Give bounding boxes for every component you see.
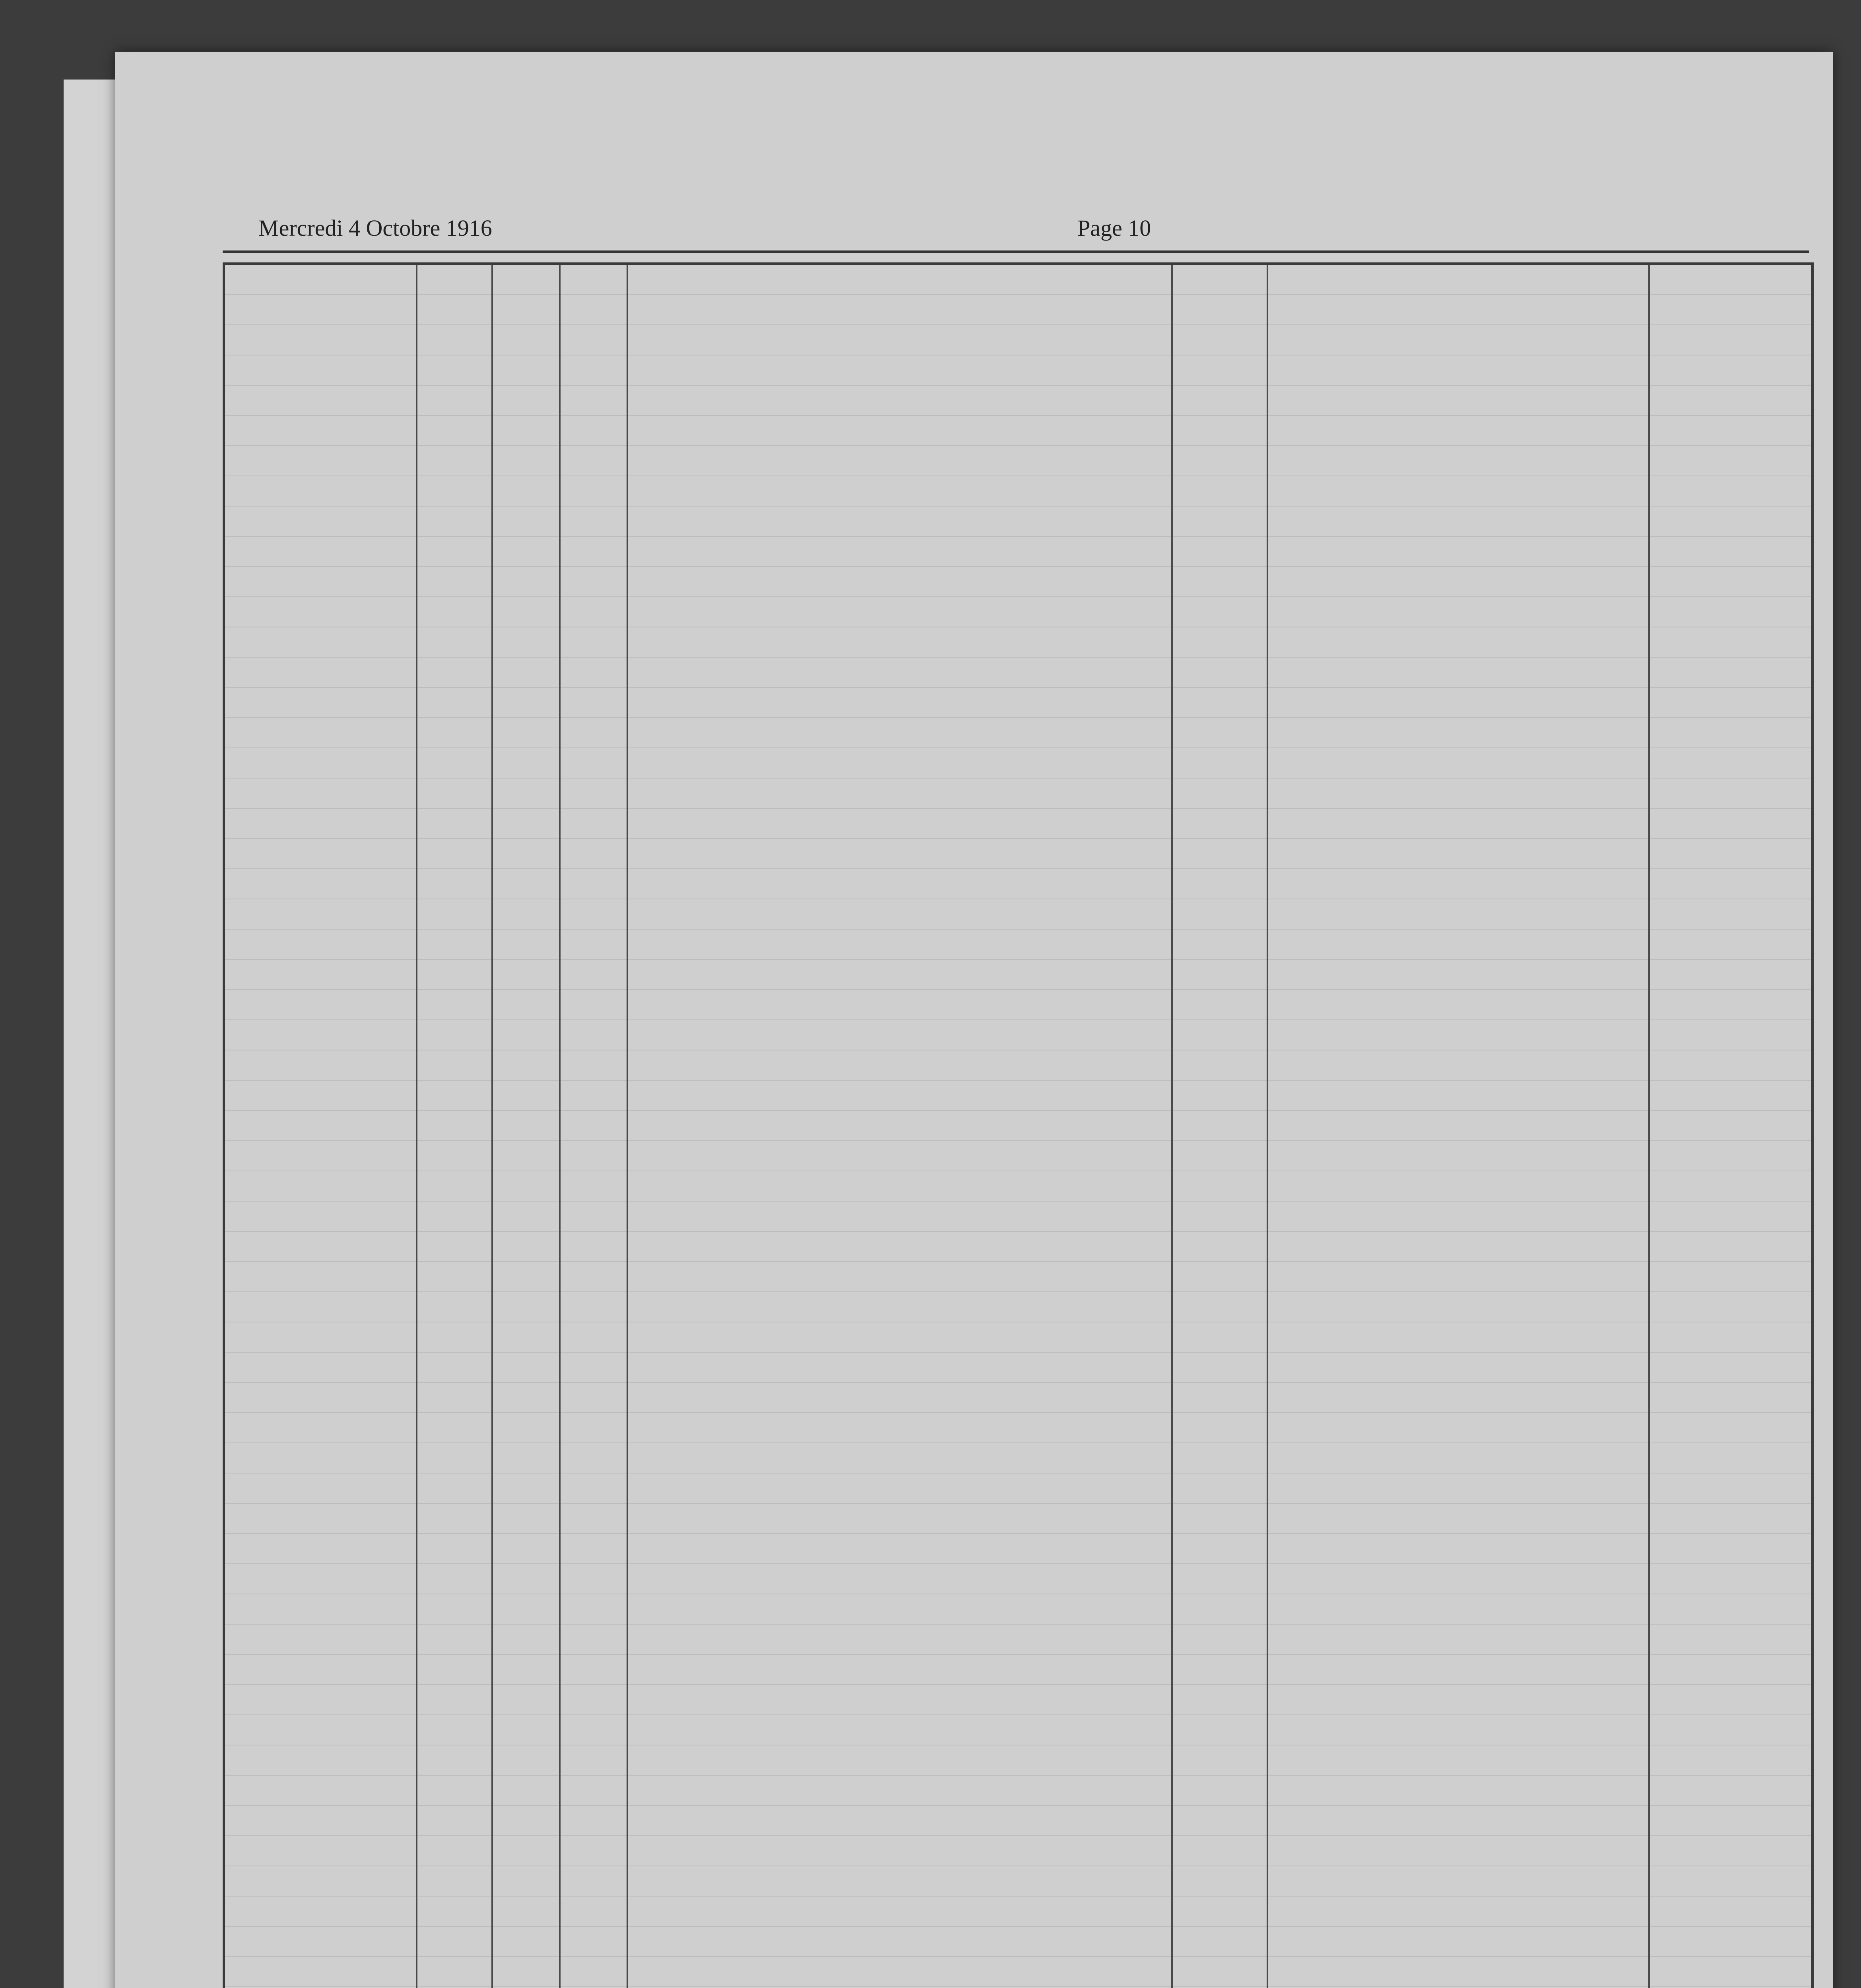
page bbox=[115, 52, 1833, 1988]
column-divider bbox=[1648, 265, 1650, 1988]
book-spine bbox=[64, 80, 122, 1988]
column-divider bbox=[1171, 265, 1173, 1988]
column-divider bbox=[627, 265, 628, 1988]
illegible-stock-table bbox=[223, 262, 1814, 1988]
column-divider bbox=[1267, 265, 1268, 1988]
column-divider bbox=[491, 265, 493, 1988]
column-divider bbox=[416, 265, 417, 1988]
column-divider bbox=[559, 265, 561, 1988]
page-header bbox=[258, 215, 1773, 250]
header-page-number: Page 10 bbox=[1077, 215, 1151, 241]
header-date: Mercredi 4 Octobre 1916 bbox=[258, 215, 492, 241]
header-rule bbox=[223, 250, 1809, 253]
